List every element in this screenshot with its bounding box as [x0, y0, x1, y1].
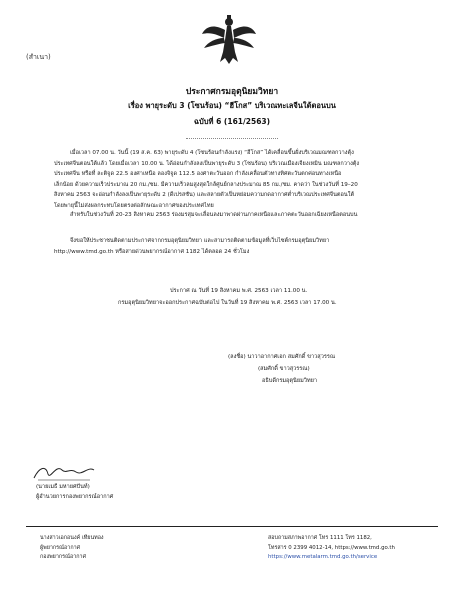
text-line: จึงขอให้ประชาชนติดตามประกาศจากกรมอุตุนิยมวิทยา และสามารถติดตามข้อมูลที่เว็บไซต์กรมอุตุนิยมวิทยา	[70, 238, 330, 244]
text-line: http://www.tmd.go.th หรือสายด่วนพยากรณ์อากาศ 1182 ได้ตลอด 24 ชั่วโมง	[54, 248, 250, 255]
garuda-emblem-icon	[200, 12, 258, 68]
footer-divider	[26, 526, 438, 527]
issued-date: ประกาศ ณ วันที่ 19 สิงหาคม พ.ศ. 2563 เวลา 11.00 น.	[170, 288, 308, 294]
footer-line: สอบถามสภาพอากาศ โทร 1111 โทร 1182,	[268, 535, 372, 541]
text-line: โดยพายุนี้ไม่ส่งผลกระทบโดยตรงต่อลักษณะอากาศของประเทศไทย	[54, 202, 214, 209]
document-title: ประกาศกรมอุตุนิยมวิทยา	[185, 87, 279, 97]
certifier-name: (นายเมธี มหายศปันท์)	[36, 484, 90, 490]
signatory-title: อธิบดีกรมอุตุนิยมวิทยา	[262, 378, 318, 384]
document-number: ฉบับที่ 6 (161/2563)	[193, 117, 271, 126]
next-issue-notice: กรมอุตุนิยมวิทยาจะออกประกาศฉบับต่อไป ในวันที่ 19 สิงหาคม พ.ศ. 2563 เวลา 17.00 น.	[118, 300, 337, 306]
certified-signature-icon	[30, 460, 100, 484]
signed-by: (ลงชื่อ) นาวาอากาศเอก สมศักดิ์ ขาวสุวรรณ	[228, 354, 336, 360]
text-line: สิงหาคม 2563 จะอ่อนกำลังลงเป็นพายุระดับ 2 (ดีเปรสชัน) และสลายตัวเป็นหย่อมความกดอากาศต่ำบริเวณประเทศจีนตอนใต้	[54, 192, 355, 198]
text-line: ประเทศจีน หรือที่ ละติจูด 22.5 องศาเหนือ ลองจิจูด 112.5 องศาตะวันออก กำลังเคลื่อนตัวทางทิศตะวันตกค่อนทางเหนือ	[54, 171, 342, 177]
paragraph-storm-status	[54, 148, 430, 211]
footer-service-link[interactable]: https://www.metalarm.tmd.go.th/service	[268, 554, 378, 560]
signatory-name: (สมศักดิ์ ขาวสุวรรณ)	[258, 366, 310, 372]
paragraph-advisory	[54, 236, 430, 257]
text-line: ประเทศจีนตอนใต้แล้ว โดยเมื่อเวลา 10.00 น. ได้อ่อนกำลังลงเป็นพายุระดับ 3 (โซนร้อน) บริเวณเมืองเจียงเหมิน มณฑลกวางตุ้ง	[54, 160, 360, 167]
footer-line: ผู้พยากรณ์อากาศ	[40, 544, 81, 551]
paragraph-monsoon	[54, 210, 430, 221]
footer-line: กองพยากรณ์อากาศ	[40, 554, 87, 560]
certifier-title: ผู้อำนวยการกองพยากรณ์อากาศ	[36, 494, 114, 500]
footer-line: นางสาวเอกอนงค์ เทียนทอง	[40, 535, 104, 541]
footer-line: โทรสาร 0 2399 4012-14, https://www.tmd.go.th	[268, 544, 395, 551]
document-subject: เรื่อง พายุระดับ 3 (โซนร้อน) “ฮีโกส” บริเวณทะเลจีนใต้ตอนบน	[128, 101, 336, 110]
footer-contact	[268, 534, 395, 563]
footer-forecaster	[40, 534, 104, 563]
text-line: เมื่อเวลา 07.00 น. วันนี้ (19 ส.ค. 63) พายุระดับ 4 (โซนร้อนกำลังแรง) “ฮีโกส” ได้เคลื่อนขึ้นฝั่งบริเวณมณฑลกวางตุ้ง	[70, 150, 354, 156]
copy-label: (สำเนา)	[26, 53, 51, 61]
text-line: เล็กน้อย ด้วยความเร็วประมาณ 20 กม./ชม. มีความเร็วลมสูงสุดใกล้ศูนย์กลางประมาณ 85 กม./ชม. คาดว่า ในช่วงวันที่ 19–20	[54, 181, 358, 188]
title-divider	[186, 138, 278, 139]
text-line: สำหรับในช่วงวันที่ 20-23 สิงหาคม 2563 ร่องมรสุมจะเลื่อนลงมาพาดผ่านภาคเหนือและภาคตะวันออกเฉียงเหนือตอนบน	[70, 212, 358, 218]
